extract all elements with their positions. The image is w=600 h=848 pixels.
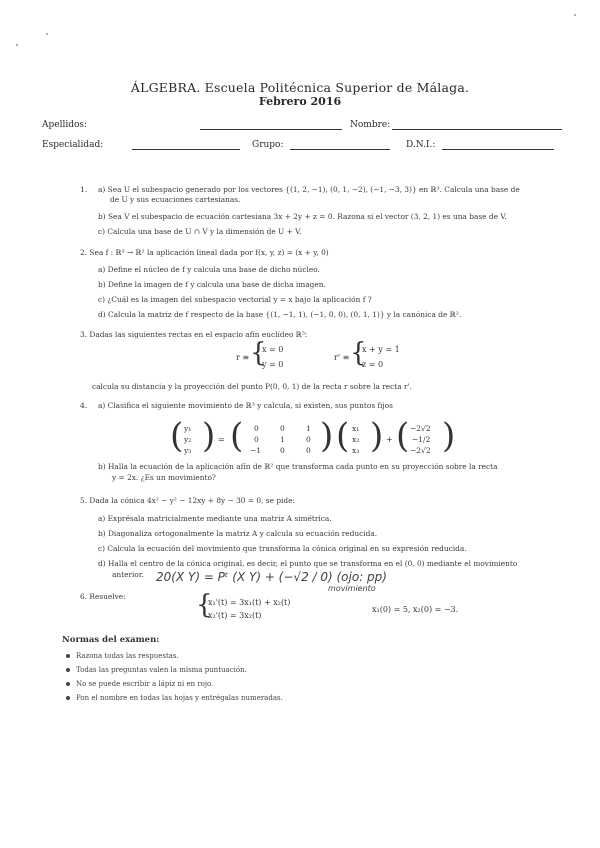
q4-x-open: ( <box>336 416 350 456</box>
q3-r-label: r ≡ <box>236 353 250 362</box>
q3-s-eq1: x + y = 1 <box>362 345 400 354</box>
q2-a: a) Define el núcleo de f y calcula una base de dicho núcleo. <box>98 265 320 274</box>
q4-b-line1: b) Halla la ecuación de la aplicación afín de ℝ² que transforma cada punto en su proyección sobre la recta <box>98 462 498 471</box>
norm-text: Razona todas las respuestas. <box>76 652 179 660</box>
handwritten-note-line1: 20(X Y) = Pᵗ (X Y) + (−√2 / 0) (ojo: pp) <box>156 570 387 584</box>
exam-title: ÁLGEBRA. Escuela Politécnica Superior de Málaga. <box>130 80 470 95</box>
norm-item <box>66 652 179 660</box>
q4-m-21: 0 <box>254 435 259 444</box>
q4-matrix <box>246 424 318 456</box>
q1-c: c) Calcula una base de U ∩ V y la dimensión de U + V. <box>98 227 302 236</box>
q1-number: 1. <box>80 185 88 194</box>
handwritten-note-line2: movimiento <box>328 584 376 593</box>
q6-intro: 6. Resuelve: <box>80 592 126 601</box>
q4-m-22: 1 <box>280 435 285 444</box>
q4-plus: + <box>386 435 393 444</box>
q4-m-33: 0 <box>306 446 311 455</box>
q3-s-eq2: z = 0 <box>362 360 384 369</box>
q2-c: c) ¿Cuál es la imagen del subespacio vectorial y = x bajo la aplicación f ? <box>98 295 372 304</box>
grupo-label: Grupo: <box>252 140 284 150</box>
q1-a-line2: de U y sus ecuaciones cartesianas. <box>110 195 241 204</box>
q6-conditions: x₁(0) = 5, x₂(0) = −3. <box>372 605 459 614</box>
q4-lhs-vector <box>184 424 200 456</box>
bullet-icon <box>66 654 70 658</box>
q4-m-13: 1 <box>306 424 311 433</box>
q3-r-eq1: x = 0 <box>262 345 284 354</box>
q4-m-11: 0 <box>254 424 259 433</box>
nombre-label: Nombre: <box>350 120 391 130</box>
q5-d-line1: d) Halla el centro de la cónica original, es decir, el punto que se transforma en el (0, 0) mediante el movimiento <box>98 559 518 568</box>
norms-title: Normas del examen: <box>62 635 160 645</box>
q4-b-line2: y = 2x. ¿Es un movimiento? <box>112 473 216 482</box>
dni-label: D.N.I.: <box>406 140 436 150</box>
norm-text: No se puede escribir a lápiz ni en rojo. <box>76 680 214 688</box>
exam-date: Febrero 2016 <box>258 95 342 108</box>
q4-lhs-1: y₁ <box>184 424 192 433</box>
q4-v-open: ( <box>396 416 410 456</box>
q1-a-line1: a) Sea U el subespacio generado por los vectores {(1, 2, −1), (0, 1, −2), (−1, −3, 3)} en ℝ³. Calcula una base de <box>98 185 520 194</box>
norm-item <box>66 694 283 702</box>
norm-item <box>66 666 247 674</box>
especialidad-label: Especialidad: <box>42 140 104 150</box>
q4-v-close: ) <box>442 416 456 456</box>
q6-eq2: x₂'(t) = 3x₂(t) <box>208 611 262 620</box>
grupo-line[interactable] <box>290 149 390 150</box>
q2-b: b) Define la imagen de f y calcula una base de dicha imagen. <box>98 280 326 289</box>
norm-text: Todas las preguntas valen la misma puntuación. <box>76 666 247 674</box>
bullet-icon <box>66 668 70 672</box>
q4-matrix-close: ) <box>320 416 334 456</box>
norm-text: Pon el nombre en todas las hojas y entrégalas numeradas. <box>76 694 283 702</box>
nombre-line[interactable] <box>392 129 562 130</box>
scan-speck <box>16 44 18 46</box>
q2-d: d) Calcula la matriz de f respecto de la base {(1, −1, 1), (−1, 0, 0), (0, 1, 1)} y la canónica de ℝ². <box>98 310 462 319</box>
q3-r-brace: { <box>250 338 267 368</box>
apellidos-label: Apellidos: <box>42 120 88 130</box>
q4-x-2: x₂ <box>352 435 360 444</box>
q5-a: a) Exprésala matricialmente mediante una matriz A simétrica. <box>98 514 332 523</box>
q4-x-vector <box>352 424 368 456</box>
q5-d-line2: anterior. <box>112 570 144 579</box>
q4-lhs-close: ) <box>202 416 216 456</box>
q4-v-vector <box>410 424 444 456</box>
q3-tail: calcula su distancia y la proyección del punto P(0, 0, 1) de la recta r sobre la recta r'. <box>92 382 412 391</box>
bullet-icon <box>66 682 70 686</box>
q4-matrix-open: ( <box>230 416 244 456</box>
q5-c: c) Calcula la ecuación del movimiento que transforma la cónica original en su expresión reducida. <box>98 544 467 553</box>
q4-v-1: −2√2 <box>410 424 431 433</box>
q6-eq1: x₁'(t) = 3x₁(t) + x₂(t) <box>208 598 291 607</box>
q4-m-12: 0 <box>280 424 285 433</box>
q3-s-label: r' ≡ <box>334 353 350 362</box>
q4-x-3: x₃ <box>352 446 360 455</box>
q4-m-32: 0 <box>280 446 285 455</box>
q1-b: b) Sea V el subespacio de ecuación cartesiana 3x + 2y + z = 0. Razona si el vector (3, 2, 1) es una base de V. <box>98 212 507 221</box>
q3-intro: 3. Dadas las siguientes rectas en el espacio afín euclídeo ℝ³: <box>80 330 308 339</box>
norm-item <box>66 680 213 688</box>
q4-lhs-3: y₃ <box>184 446 192 455</box>
dni-line[interactable] <box>442 149 554 150</box>
q4-v-3: −2√2 <box>410 446 431 455</box>
q3-r-eq2: y = 0 <box>262 360 284 369</box>
q4-m-31: −1 <box>250 446 262 455</box>
q5-b: b) Diagonaliza ortogonalmente la matriz A y calcula su ecuación reducida. <box>98 529 378 538</box>
especialidad-line[interactable] <box>132 149 240 150</box>
q5-intro: 5. Dada la cónica 4x² − y² − 12xy + 8y − 30 = 0, se pide: <box>80 496 296 505</box>
scan-speck <box>46 33 48 35</box>
q4-lhs-open: ( <box>170 416 184 456</box>
q4-x-close: ) <box>370 416 384 456</box>
q4-equals: = <box>218 435 225 444</box>
bullet-icon <box>66 696 70 700</box>
q4-v-2: −1/2 <box>412 435 431 444</box>
q3-s-brace: { <box>350 338 367 368</box>
q4-m-23: 0 <box>306 435 311 444</box>
q4-a: a) Clasifica el siguiente movimiento de ℝ³ y calcula, si existen, sus puntos fijos <box>98 401 393 410</box>
q4-lhs-2: y₂ <box>184 435 192 444</box>
q4-number: 4. <box>80 401 88 410</box>
q6-brace: { <box>196 590 213 620</box>
scan-speck <box>574 14 576 16</box>
apellidos-line[interactable] <box>200 129 342 130</box>
q2-intro: 2. Sea f : ℝ³ → ℝ² la aplicación lineal dada por f(x, y, z) = (x + y, 0) <box>80 248 329 257</box>
q4-x-1: x₁ <box>352 424 360 433</box>
